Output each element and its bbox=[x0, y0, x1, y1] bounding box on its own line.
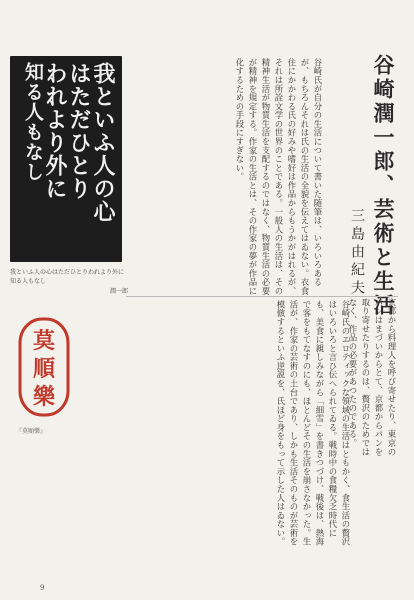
seal-char-1: 莫 bbox=[32, 328, 56, 354]
article-author: 三島由紀夫 bbox=[349, 208, 365, 298]
seal-caption: 『莫順樂』 bbox=[16, 428, 47, 435]
article-body-right: 京都から料理人を呼び寄せたり、東京のパンはまづいからとて、京都からパンを取り寄せたりするのは、贅沢のためではなく、作品の必要があつたのである。 bbox=[348, 298, 397, 457]
calligraphy-caption-text: 我といふ人の心はただひとりわれより外に知る人もなし bbox=[10, 269, 125, 285]
calligraphy-column-4: 知る人もなし bbox=[22, 62, 44, 182]
article-body-upper: 谷崎氏が自分の生活について書いた随筆は、いろいろあるが、もちろんそれは氏の生活の全貌を伝えてはゐない。衣食住にかかわる氏の好みや嗜好は作品からもうかがはれるが、それは所詮文学の世界のことである。一般人の生活は、その精神生活が物質生活を支配するのではなく、物質生活の必要が精神を規定する。作家の生活とは、その作家の夢が作品に化するための手段にすぎない。 bbox=[235, 58, 323, 296]
section-divider bbox=[126, 296, 398, 297]
calligraphy-column-1: 我といふ人の心 bbox=[90, 62, 116, 223]
calligraphy-column-3: われより外に bbox=[42, 62, 68, 200]
calligraphy-caption bbox=[10, 268, 128, 296]
calligraphy-caption-credit: 潤一郎 bbox=[109, 288, 128, 295]
calligraphy-panel bbox=[10, 56, 122, 262]
page-number: 9 bbox=[40, 584, 45, 592]
calligraphy-column-2: はただひとり bbox=[66, 62, 92, 200]
red-seal-stamp bbox=[14, 316, 74, 418]
seal-char-3: 樂 bbox=[32, 384, 56, 410]
article-title: 谷崎潤一郎、芸術と生活 bbox=[371, 54, 396, 318]
article-body-lower: 谷崎氏のエロティックな領域の生活はともかく、食生活の贅沢はいろいろと言ひ伝へられてゐる。戦時中の食糧欠乏時代にも、美食に親しみながら「細雪」を書きつづけ、戦後は、熱海で客をもてなすのにも、ほとんどその生活を崩さなかった。生活が、作家の芸術の土台であり、しかも生活そのものが芸術を模倣するといふ逆説を、氏ほど身をもって示した人はゐない。 bbox=[276, 300, 351, 547]
seal-char-2: 順 bbox=[32, 356, 56, 382]
